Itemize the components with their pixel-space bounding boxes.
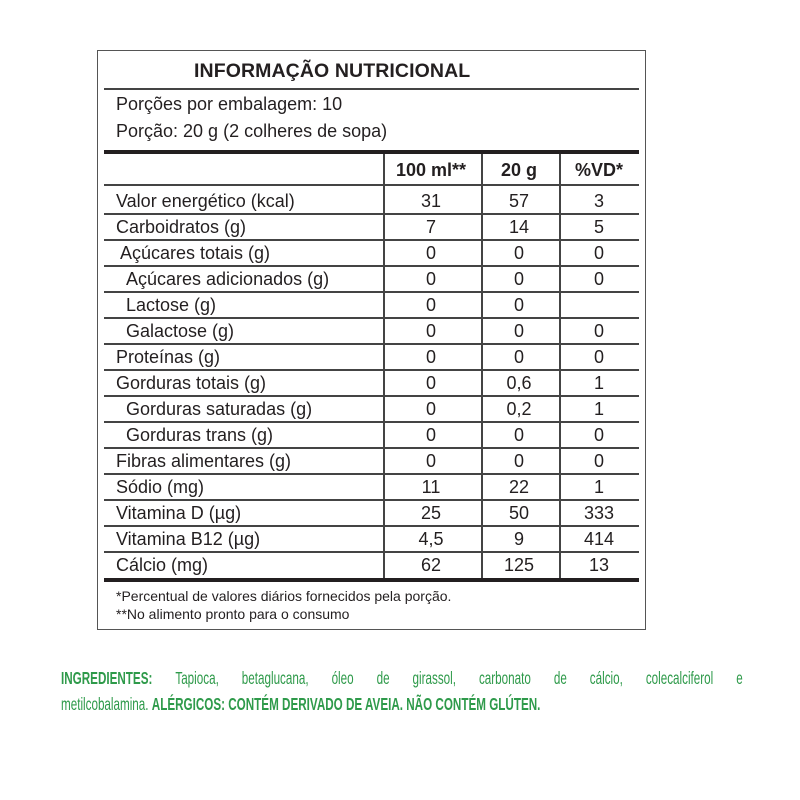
- value-per-100ml: 7: [425, 217, 436, 237]
- table-row: [104, 422, 639, 448]
- value-per-100ml: 4,5: [418, 529, 444, 549]
- servings-per-package: Porções por embalagem: 10: [116, 94, 343, 114]
- ingredient-word: e: [736, 668, 743, 688]
- ingredient-word: colecalciferol: [645, 668, 714, 688]
- column-header-100ml: 100 ml**: [395, 160, 467, 180]
- value-per-serving: 57: [508, 191, 530, 211]
- nutrient-name: Vitamina B12 (µg): [116, 529, 261, 549]
- allergens-statement: ALÉRGICOS: CONTÉM DERIVADO DE AVEIA. NÃO CONTÉM GLÚTEN.: [151, 694, 541, 714]
- value-per-100ml: 0: [425, 399, 436, 419]
- value-per-100ml: 0: [425, 451, 436, 471]
- column-header-vd: %VD*: [574, 160, 623, 180]
- ingredient-word: de: [553, 668, 567, 688]
- value-daily-percent: 0: [593, 243, 604, 263]
- value-per-serving: 0: [513, 347, 524, 367]
- serving-size: Porção: 20 g (2 colheres de sopa): [116, 121, 388, 141]
- table-header-row: [104, 157, 639, 183]
- table-row: [104, 526, 639, 552]
- ingredients-label: INGREDIENTES:: [61, 668, 153, 688]
- title-divider: [104, 88, 639, 90]
- table-row: [104, 240, 639, 266]
- table-row: [104, 292, 639, 318]
- value-per-100ml: 0: [425, 269, 436, 289]
- ingredients-line-1: [61, 665, 743, 691]
- nutrient-name: Carboidratos (g): [116, 217, 247, 237]
- value-daily-percent: [558, 292, 640, 318]
- value-daily-percent: 333: [583, 503, 615, 523]
- value-daily-percent: 1: [593, 477, 604, 497]
- nutrient-name: Fibras alimentares (g): [116, 451, 292, 471]
- value-per-serving: 0: [513, 321, 524, 341]
- value-daily-percent: 0: [593, 269, 604, 289]
- value-daily-percent: 1: [593, 373, 604, 393]
- nutrient-name: Lactose (g): [126, 295, 217, 315]
- nutrition-facts-table: [97, 50, 646, 630]
- table-row: [104, 500, 639, 526]
- value-daily-percent: 3: [593, 191, 604, 211]
- table-row: [104, 344, 639, 370]
- table-row: [104, 188, 639, 214]
- value-per-serving: 0: [513, 269, 524, 289]
- nutrient-name: Açúcares totais (g): [120, 243, 271, 263]
- value-per-100ml: 0: [425, 295, 436, 315]
- value-per-100ml: 62: [420, 555, 442, 575]
- nutrient-name: Valor energético (kcal): [116, 191, 295, 211]
- ingredients-text: [61, 665, 743, 717]
- value-daily-percent: 0: [593, 451, 604, 471]
- value-per-serving: 50: [508, 503, 530, 523]
- ingredient-word: carbonato: [478, 668, 531, 688]
- ingredient-word: Tapioca,: [175, 668, 219, 688]
- table-row: [104, 396, 639, 422]
- table-row: [104, 552, 639, 578]
- value-daily-percent: 0: [593, 425, 604, 445]
- value-per-100ml: 0: [425, 347, 436, 367]
- value-per-serving: 9: [513, 529, 524, 549]
- value-per-100ml: 0: [425, 243, 436, 263]
- ingredient-word: óleo: [331, 668, 354, 688]
- nutrient-name: Galactose (g): [126, 321, 235, 341]
- value-per-serving: 14: [508, 217, 530, 237]
- table-row: [104, 370, 639, 396]
- value-per-serving: 125: [503, 555, 535, 575]
- nutrient-name: Açúcares adicionados (g): [126, 269, 330, 289]
- ingredients-line-2: [61, 691, 743, 717]
- value-daily-percent: 0: [593, 321, 604, 341]
- value-per-serving: 0,6: [506, 373, 532, 393]
- value-per-serving: 0: [513, 425, 524, 445]
- table-row: [104, 266, 639, 292]
- value-daily-percent: 1: [593, 399, 604, 419]
- value-per-100ml: 25: [420, 503, 442, 523]
- nutrition-title: INFORMAÇÃO NUTRICIONAL: [194, 60, 471, 82]
- nutrient-name: Cálcio (mg): [116, 555, 209, 575]
- footnote-ready-to-eat: **No alimento pronto para o consumo: [116, 606, 350, 622]
- table-row: [104, 214, 639, 240]
- value-per-100ml: 0: [425, 425, 436, 445]
- ingredient-word: girassol,: [412, 668, 457, 688]
- nutrient-name: Gorduras totais (g): [116, 373, 267, 393]
- value-per-serving: 0,2: [506, 399, 532, 419]
- ingredient-word: betaglucana,: [241, 668, 309, 688]
- column-header-20g: 20 g: [500, 160, 538, 180]
- value-daily-percent: 13: [588, 555, 610, 575]
- value-per-serving: 0: [513, 451, 524, 471]
- value-per-100ml: 31: [420, 191, 442, 211]
- value-per-100ml: 0: [425, 321, 436, 341]
- value-per-serving: 0: [513, 295, 524, 315]
- value-per-100ml: 0: [425, 373, 436, 393]
- value-per-serving: 0: [513, 243, 524, 263]
- ingredient-word: cálcio,: [589, 668, 623, 688]
- nutrient-name: Sódio (mg): [116, 477, 205, 497]
- table-row: [104, 474, 639, 500]
- value-daily-percent: 5: [593, 217, 604, 237]
- nutrient-name: Proteínas (g): [116, 347, 221, 367]
- nutrient-name: Gorduras trans (g): [126, 425, 274, 445]
- footnote-vd: *Percentual de valores diários fornecidos pela porção.: [116, 588, 452, 604]
- row-divider: [104, 184, 639, 186]
- value-daily-percent: 0: [593, 347, 604, 367]
- ingredient-last: metilcobalamina.: [61, 694, 149, 714]
- value-daily-percent: 414: [583, 529, 615, 549]
- value-per-serving: 22: [508, 477, 530, 497]
- table-row: [104, 448, 639, 474]
- nutrient-name: Vitamina D (µg): [116, 503, 242, 523]
- footer-thick-divider: [104, 578, 639, 582]
- table-row: [104, 318, 639, 344]
- nutrient-name: Gorduras saturadas (g): [126, 399, 313, 419]
- ingredient-word: de: [376, 668, 390, 688]
- value-per-100ml: 11: [421, 477, 441, 497]
